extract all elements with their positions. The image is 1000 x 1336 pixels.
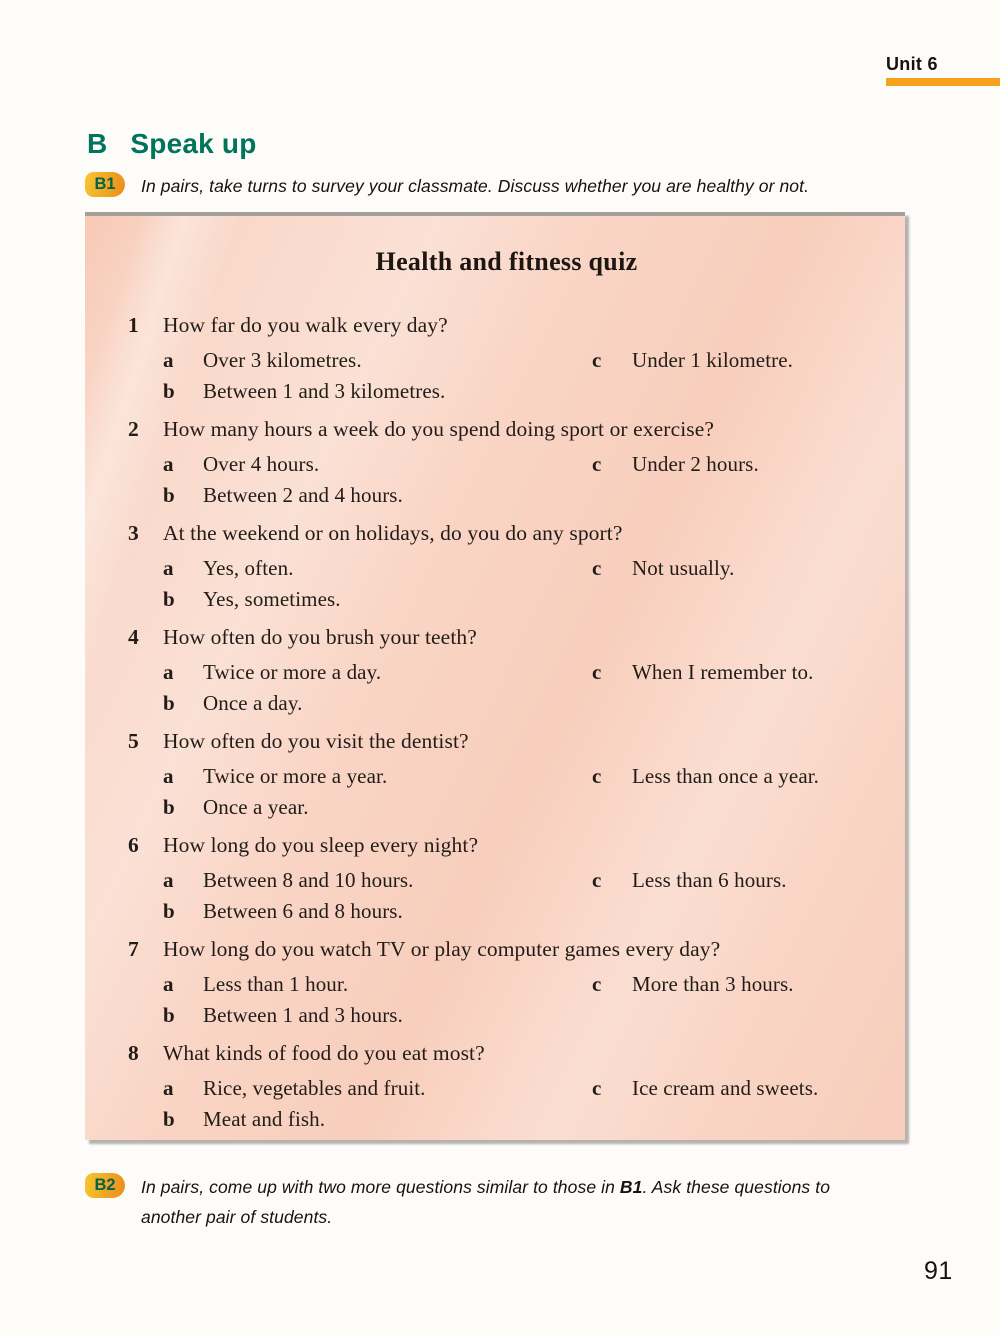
- option-c-text: More than 3 hours.: [632, 972, 794, 996]
- quiz-question: [128, 518, 885, 615]
- question-options: [163, 657, 885, 719]
- option-b-letter: b: [163, 899, 175, 923]
- unit-label: Unit 6: [886, 54, 938, 74]
- option-a-text: Less than 1 hour.: [203, 972, 349, 996]
- options-column-left: [163, 761, 592, 823]
- options-column-left: [163, 345, 592, 407]
- question-options: [163, 761, 885, 823]
- question-line: [128, 518, 885, 548]
- exercise-b2-badge: B2: [85, 1173, 125, 1198]
- exercise-b1-badge: B1: [85, 172, 125, 197]
- option-b-letter: b: [163, 379, 175, 403]
- question-options: [163, 345, 885, 407]
- question-text: At the weekend or on holidays, do you do any sport?: [163, 521, 623, 545]
- option-c-letter: c: [592, 660, 602, 684]
- options-column-left: [163, 969, 592, 1031]
- question-number: 1: [128, 313, 139, 337]
- option-b-text: Between 6 and 8 hours.: [203, 899, 403, 923]
- option-a-letter: a: [163, 348, 174, 372]
- options-column-left: [163, 657, 592, 719]
- options-column-right: [592, 969, 885, 1000]
- option-b-text: Between 1 and 3 kilometres.: [203, 379, 446, 403]
- question-line: [128, 414, 885, 444]
- page-number: 91: [924, 1257, 953, 1285]
- option-b-letter: b: [163, 587, 175, 611]
- quiz-question: [128, 830, 885, 927]
- option-c-text: When I remember to.: [632, 660, 814, 684]
- option-a: [163, 553, 592, 584]
- option-c: [592, 1073, 885, 1104]
- option-b-text: Once a day.: [203, 691, 303, 715]
- option-a-text: Twice or more a year.: [203, 764, 388, 788]
- option-a-letter: a: [163, 972, 174, 996]
- option-b-text: Yes, sometimes.: [203, 587, 341, 611]
- option-c-letter: c: [592, 1076, 602, 1100]
- option-a: [163, 345, 592, 376]
- option-a-text: Rice, vegetables and fruit.: [203, 1076, 426, 1100]
- quiz-questions: [128, 310, 885, 1135]
- options-column-right: [592, 553, 885, 584]
- exercise-b1: [85, 171, 965, 201]
- unit-header: [886, 54, 1000, 86]
- options-column-left: [163, 1073, 592, 1135]
- option-a: [163, 449, 592, 480]
- option-a: [163, 865, 592, 896]
- quiz-question: [128, 1038, 885, 1135]
- question-number: 2: [128, 417, 139, 441]
- question-line: [128, 830, 885, 860]
- question-options: [163, 553, 885, 615]
- quiz-question: [128, 934, 885, 1031]
- unit-accent-bar: [886, 78, 1000, 86]
- option-b-letter: b: [163, 795, 175, 819]
- option-c: [592, 449, 885, 480]
- options-column-left: [163, 449, 592, 511]
- exercise-b2: [85, 1172, 885, 1232]
- question-number: 8: [128, 1041, 139, 1065]
- option-b-text: Between 2 and 4 hours.: [203, 483, 403, 507]
- options-column-left: [163, 553, 592, 615]
- option-c-letter: c: [592, 452, 602, 476]
- question-number: 3: [128, 521, 139, 545]
- option-c-letter: c: [592, 868, 602, 892]
- option-b: [163, 896, 592, 927]
- option-c: [592, 865, 885, 896]
- section-title: Speak up: [130, 128, 257, 159]
- option-b: [163, 688, 592, 719]
- option-a-text: Yes, often.: [203, 556, 294, 580]
- option-a: [163, 761, 592, 792]
- exercise-b2-text-before: In pairs, come up with two more questions similar to those in: [141, 1177, 620, 1197]
- option-c-text: Under 2 hours.: [632, 452, 759, 476]
- question-line: [128, 310, 885, 340]
- quiz-question: [128, 310, 885, 407]
- question-line: [128, 622, 885, 652]
- question-options: [163, 969, 885, 1031]
- exercise-b2-text-after: . Ask these questions to another pair of students.: [141, 1177, 831, 1227]
- options-column-right: [592, 657, 885, 688]
- options-column-right: [592, 865, 885, 896]
- option-c-text: Less than 6 hours.: [632, 868, 787, 892]
- question-text: What kinds of food do you eat most?: [163, 1041, 485, 1065]
- quiz-box: [85, 212, 905, 1140]
- option-b: [163, 480, 592, 511]
- question-options: [163, 449, 885, 511]
- option-b-text: Once a year.: [203, 795, 309, 819]
- question-line: [128, 1038, 885, 1068]
- options-column-right: [592, 761, 885, 792]
- options-column-right: [592, 1073, 885, 1104]
- option-a: [163, 1073, 592, 1104]
- option-c-text: Less than once a year.: [632, 764, 820, 788]
- option-b-text: Meat and fish.: [203, 1107, 326, 1131]
- option-a-letter: a: [163, 556, 174, 580]
- options-column-left: [163, 865, 592, 927]
- option-b-letter: b: [163, 483, 175, 507]
- option-c-letter: c: [592, 972, 602, 996]
- option-b-letter: b: [163, 1107, 175, 1131]
- question-number: 4: [128, 625, 139, 649]
- option-b: [163, 376, 592, 407]
- quiz-question: [128, 414, 885, 511]
- exercise-b2-text: [141, 1172, 885, 1232]
- option-a-text: Between 8 and 10 hours.: [203, 868, 414, 892]
- option-a-text: Over 4 hours.: [203, 452, 320, 476]
- question-line: [128, 726, 885, 756]
- option-c: [592, 761, 885, 792]
- question-options: [163, 865, 885, 927]
- option-c-text: Ice cream and sweets.: [632, 1076, 819, 1100]
- option-a-letter: a: [163, 452, 174, 476]
- option-a-text: Twice or more a day.: [203, 660, 382, 684]
- question-line: [128, 934, 885, 964]
- option-c-text: Not usually.: [632, 556, 735, 580]
- options-column-right: [592, 345, 885, 376]
- question-text: How far do you walk every day?: [163, 313, 448, 337]
- question-text: How long do you watch TV or play computer games every day?: [163, 937, 721, 961]
- exercise-b1-text: In pairs, take turns to survey your classmate. Discuss whether you are healthy or not.: [141, 176, 810, 196]
- question-number: 6: [128, 833, 139, 857]
- question-number: 5: [128, 729, 139, 753]
- option-c-text: Under 1 kilometre.: [632, 348, 794, 372]
- section-letter: B: [87, 128, 108, 159]
- option-c: [592, 553, 885, 584]
- option-c-letter: c: [592, 348, 602, 372]
- option-b-text: Between 1 and 3 hours.: [203, 1003, 403, 1027]
- option-a-text: Over 3 kilometres.: [203, 348, 362, 372]
- quiz-title: Health and fitness quiz: [375, 247, 638, 276]
- option-a-letter: a: [163, 1076, 174, 1100]
- option-b: [163, 1000, 592, 1031]
- option-c: [592, 969, 885, 1000]
- option-a-letter: a: [163, 868, 174, 892]
- options-column-right: [592, 449, 885, 480]
- question-number: 7: [128, 937, 139, 961]
- option-a-letter: a: [163, 764, 174, 788]
- option-c-letter: c: [592, 764, 602, 788]
- option-a: [163, 657, 592, 688]
- exercise-b2-text-bold: B1: [619, 1177, 643, 1197]
- question-text: How long do you sleep every night?: [163, 833, 479, 857]
- option-c-letter: c: [592, 556, 602, 580]
- question-options: [163, 1073, 885, 1135]
- option-c: [592, 345, 885, 376]
- option-a-letter: a: [163, 660, 174, 684]
- question-text: How often do you brush your teeth?: [163, 625, 477, 649]
- option-b-letter: b: [163, 1003, 175, 1027]
- option-b: [163, 584, 592, 615]
- question-text: How many hours a week do you spend doing sport or exercise?: [163, 417, 715, 441]
- option-c: [592, 657, 885, 688]
- quiz-question: [128, 622, 885, 719]
- question-text: How often do you visit the dentist?: [163, 729, 469, 753]
- option-b: [163, 792, 592, 823]
- section-heading: [87, 128, 257, 160]
- option-b: [163, 1104, 592, 1135]
- quiz-question: [128, 726, 885, 823]
- option-a: [163, 969, 592, 1000]
- option-b-letter: b: [163, 691, 175, 715]
